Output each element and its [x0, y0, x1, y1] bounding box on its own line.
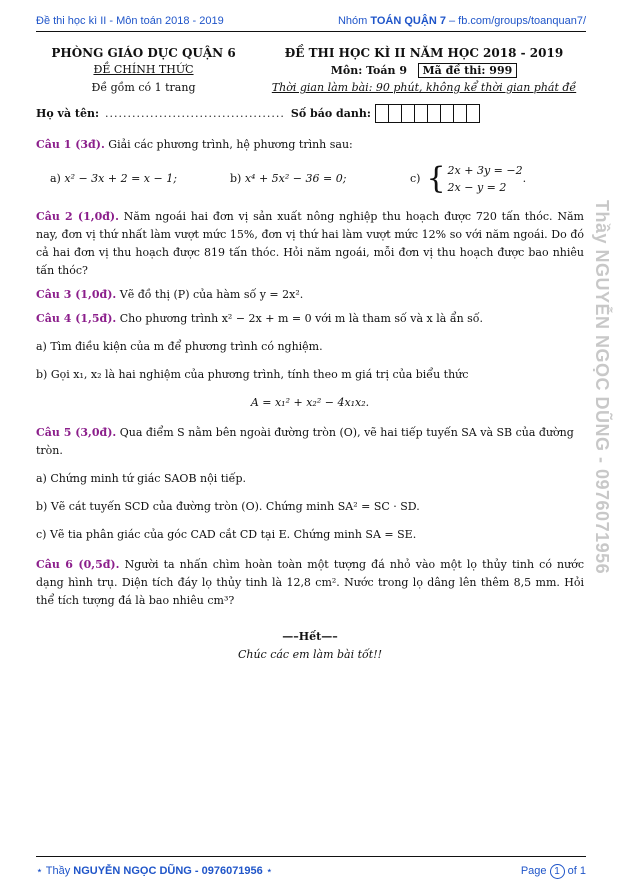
footer-divider — [36, 856, 586, 857]
good-luck-message: Chúc các em làm bài tốt!! — [237, 648, 383, 661]
exam-content — [36, 136, 584, 664]
question-1: Câu 1 (3đ). Giải các phương trình, hệ phương trình sau: — [36, 138, 353, 151]
vertical-watermark: Thầy NGUYỄN NGỌC DŨNG - 0976071956 — [592, 200, 612, 575]
sbd-label: Số báo danh: — [290, 106, 371, 120]
question-4b: b) Gọi x₁, x₂ là hai nghiệm của phương trình, tính theo m giá trị của biểu thức — [36, 368, 469, 381]
end-marker: —–Hết—– — [282, 630, 338, 643]
exam-header-left — [36, 46, 251, 94]
group-header[interactable]: Nhóm TOÁN QUẬN 7 – fb.com/groups/toanquan7/ — [337, 15, 586, 27]
header-divider — [36, 31, 586, 32]
page-number-circle: 1 — [550, 864, 565, 879]
question-5: Câu 5 (3,0đ). Qua điểm S nằm bên ngoài đường tròn (O), vẽ hai tiếp tuyến SA và SB của đường tròn. — [36, 426, 574, 457]
question-5b: b) Vẽ cát tuyến SCD của đường tròn (O). Chứng minh SA² = SC · SD. — [36, 500, 420, 513]
name-field[interactable]: ........................................ — [105, 106, 285, 120]
page-count: Đề gồm có 1 trang — [91, 81, 196, 94]
exam-time: Thời gian làm bài: 90 phút, không kể thời gian phát đề — [271, 81, 577, 94]
sbd-boxes[interactable] — [375, 104, 480, 123]
exam-title: ĐỀ THI HỌC KÌ II NĂM HỌC 2018 - 2019 — [284, 46, 564, 60]
question-4a: a) Tìm điều kiện của m để phương trình có nghiệm. — [36, 340, 323, 353]
page-indicator: Page 1 of 1 — [520, 865, 586, 877]
question-3: Câu 3 (1,0đ). Vẽ đồ thị (P) của hàm số y = 2x². — [36, 288, 304, 301]
top-header — [36, 12, 586, 30]
question-4-formula: A = x₁² + x₂² − 4x₁x₂. — [250, 396, 370, 409]
question-4: Câu 4 (1,5đ). Cho phương trình x² − 2x + m = 0 với m là tham số và x là ẩn số. — [36, 312, 484, 325]
name-label: Họ và tên: — [36, 106, 100, 120]
footer-author: ⋆ Thầy NGUYỄN NGỌC DŨNG - 0976071956 ⋆ — [36, 865, 273, 877]
question-2: Câu 2 (1,0đ). Năm ngoái hai đơn vị sản xuất nông nghiệp thu hoạch được 720 tấn thóc. Năm nay, đơn vị thứ nhất làm vượt mức 15%, đơn vị thứ hai làm vượt mức 12% so với năm ngoái. Do đó cả hai đơn vị thu hoạch được 819 tấn thóc. Hỏi năm ngoái, mỗi đơn vị thu hoạch được bao nhiêu tấn thóc? — [36, 210, 584, 277]
student-info-row — [36, 103, 586, 123]
department-name: PHÒNG GIÁO DỤC QUẬN 6 — [51, 46, 236, 60]
question-5a: a) Chứng minh tứ giác SAOB nội tiếp. — [36, 472, 246, 485]
question-1-parts: a) x² − 3x + 2 = x − 1; b) x⁴ + 5x² − 36 = 0; c) { 2x + 3y = −2 2x − y = 2 . — [50, 161, 527, 196]
official-label: ĐỀ CHÍNH THỨC — [93, 63, 194, 76]
subject: Môn: Toán 9 — [330, 64, 407, 77]
footer — [36, 864, 586, 879]
exam-info-header: Đề thi học kì II - Môn toán 2018 - 2019 — [36, 15, 224, 27]
question-5c: c) Vẽ tia phân giác của góc CAD cắt CD tại E. Chứng minh SA = SE. — [36, 528, 417, 541]
exam-code: Mã đề thi: 999 — [418, 63, 518, 78]
question-6: Câu 6 (0,5đ). Người ta nhấn chìm hoàn toàn một tượng đá nhỏ vào một lọ thủy tinh có nước dạng hình trụ. Diện tích đáy lọ thủy tinh là 12,8 cm². Nước trong lọ dâng lên thêm 8,5 mm. Hỏi thể tích tượng đá là bao nhiêu cm³? — [36, 558, 585, 607]
exam-header-right — [264, 46, 584, 94]
